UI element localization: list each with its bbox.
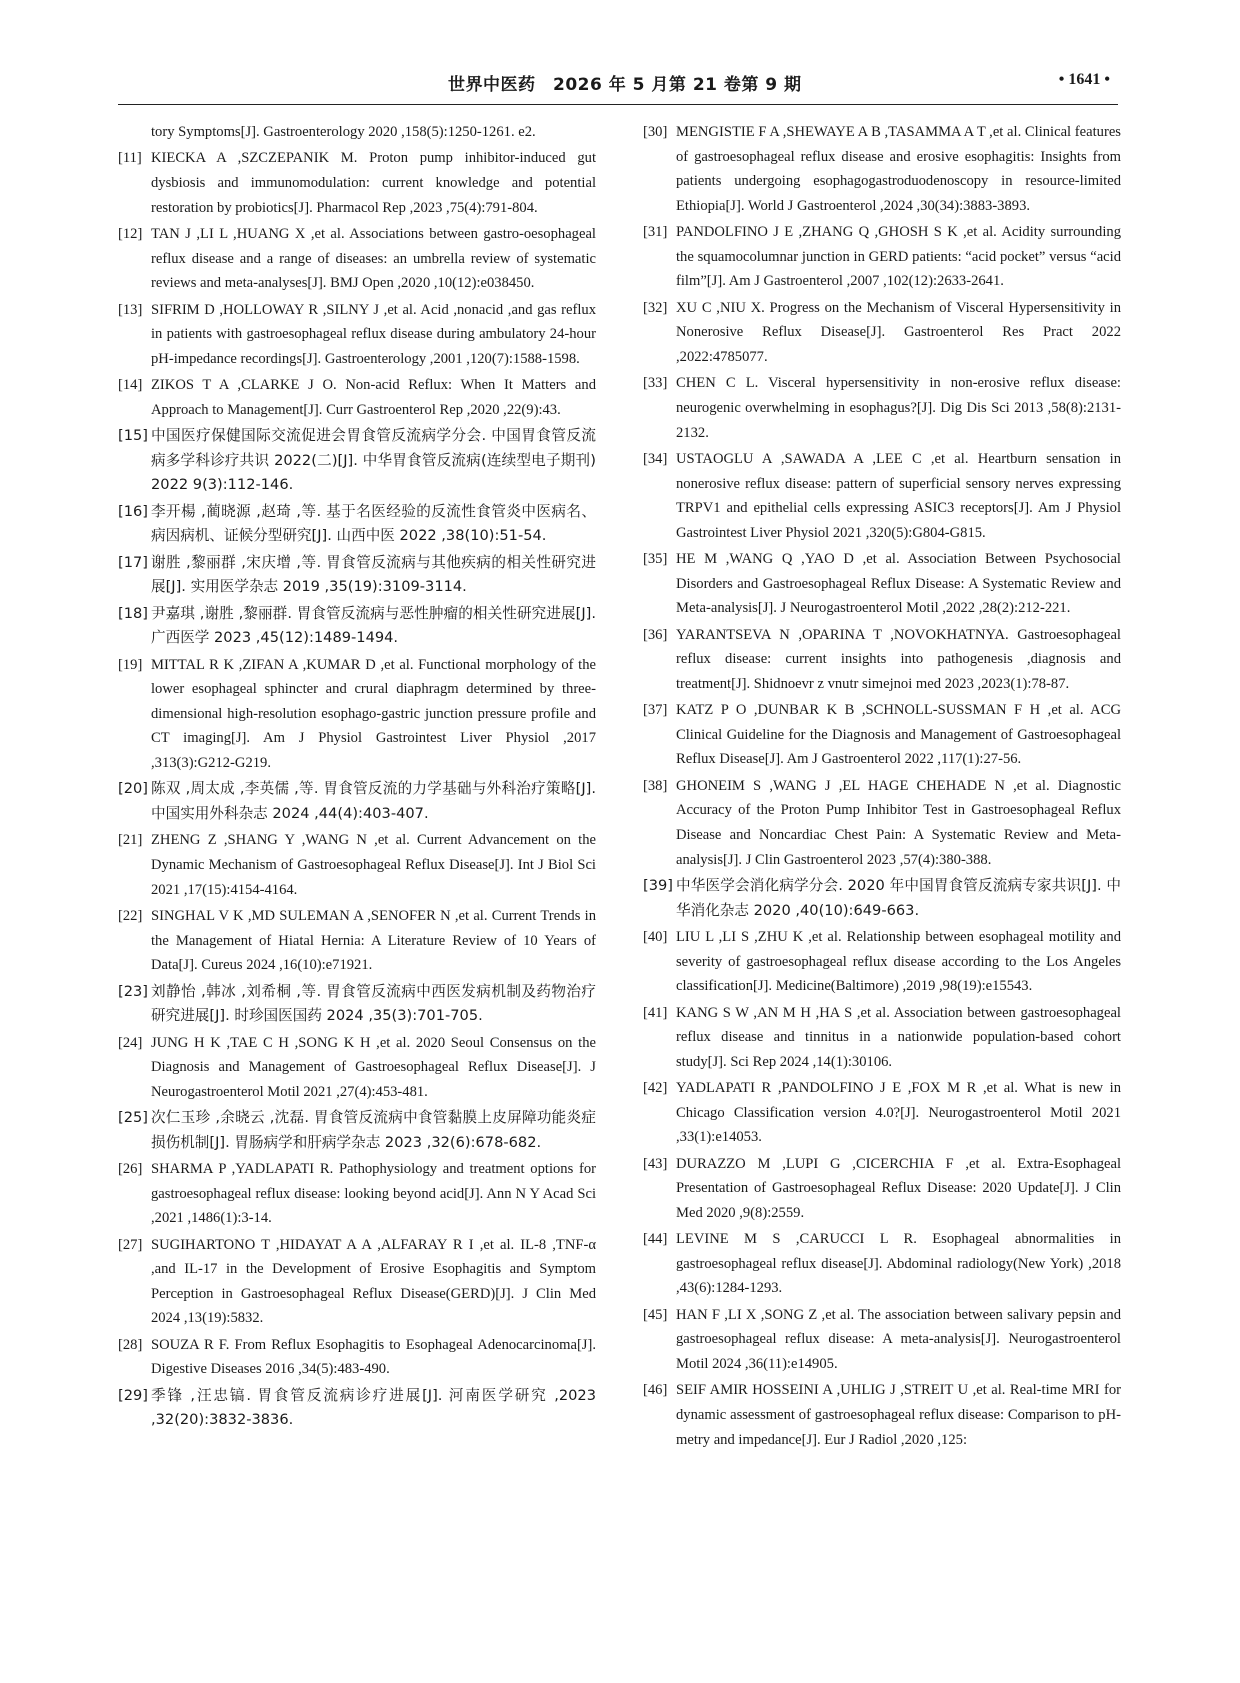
reference-text: KANG S W ,AN M H ,HA S ,et al. Association between gastroesophageal reflux disease and tinnitus in a nationwide population-based cohort study[J]. Sci Rep 2024 ,14(1):30106. <box>676 1004 1121 1070</box>
reference-text: 谢胜 ,黎丽群 ,宋庆增 ,等. 胃食管反流病与其他疾病的相关性研究进展[J]. 实用医学杂志 2019 ,35(19):3109-3114. <box>151 553 596 596</box>
reference-entry <box>118 1233 596 1331</box>
reference-text: SHARMA P ,YADLAPATI R. Pathophysiology and treatment options for gastroesophageal reflux disease: looking beyond acid[J]. Ann N Y Acad Sci ,2021 ,1486(1):3-14. <box>151 1161 596 1227</box>
page-number: • 1641 • <box>1058 71 1110 88</box>
reference-entry <box>643 774 1121 872</box>
reference-number: [44] <box>643 1231 668 1248</box>
reference-text: SINGHAL V K ,MD SULEMAN A ,SENOFER N ,et al. Current Trends in the Management of Hiatal Hernia: A Literature Review of 10 Years of Data[J]. Cureus 2024 ,16(10):e71921. <box>151 907 596 974</box>
reference-number: [25] <box>118 1109 148 1127</box>
reference-number: [31] <box>643 224 668 241</box>
reference-entry <box>643 547 1121 621</box>
reference-text: ZIKOS T A ,CLARKE J O. Non-acid Reflux: When It Matters and Approach to Management[J]. Curr Gastroenterol Rep ,2020 ,22(9):43. <box>151 377 596 418</box>
reference-text: JUNG H K ,TAE C H ,SONG K H ,et al. 2020 Seoul Consensus on the Diagnosis and Management of Gastroesophageal Reflux Disease[J]. J Neurogastroenterol Motil 2021 ,27(4):453-481. <box>151 1034 596 1100</box>
reference-number: [36] <box>643 626 668 643</box>
reference-number: [41] <box>643 1004 668 1021</box>
reference-entry <box>118 222 596 296</box>
reference-text: KIECKA A ,SZCZEPANIK M. Proton pump inhibitor-induced gut dysbiosis and immunomodulation: current knowledge and potential restoration by probiotics[J]. Pharmacol Rep ,2023 ,75(4):791-804. <box>151 150 596 216</box>
reference-number: [18] <box>118 604 148 622</box>
reference-number: [43] <box>643 1155 668 1172</box>
reference-number: [40] <box>643 928 668 945</box>
reference-text: ZHENG Z ,SHANG Y ,WANG N ,et al. Current Advancement on the Dynamic Mechanism of Gastroesophageal Reflux Disease[J]. Int J Biol Sci 2021 ,17(15):4154-4164. <box>151 832 596 898</box>
reference-number: [11] <box>118 150 142 167</box>
reference-entry <box>118 1106 596 1155</box>
reference-text: HE M ,WANG Q ,YAO D ,et al. Association Between Psychosocial Disorders and Gastroesophageal Reflux Disease: A Systematic Review and Meta-analysis[J]. J Neurogastroenterol Motil ,2022 ,28(2):212-221. <box>676 551 1121 617</box>
reference-entry <box>643 874 1121 923</box>
reference-entry <box>643 925 1121 999</box>
reference-number: [13] <box>118 301 143 318</box>
reference-number: [14] <box>118 377 143 394</box>
reference-number: [20] <box>118 780 148 798</box>
reference-number: [34] <box>643 450 668 467</box>
reference-text: KATZ P O ,DUNBAR K B ,SCHNOLL-SUSSMAN F H ,et al. ACG Clinical Guideline for the Diagnosis and Management of Gastroesophageal Reflux Disease[J]. Am J Gastroenterol 2022 ,117(1):27-56. <box>676 702 1121 768</box>
reference-text: LEVINE M S ,CARUCCI L R. Esophageal abnormalities in gastroesophageal reflux disease[J]. Abdominal radiology(New York) ,2018 ,43(6):1284-1293. <box>676 1231 1121 1297</box>
reference-entry <box>118 1031 596 1105</box>
reference-entry <box>643 447 1121 545</box>
reference-number: [19] <box>118 656 143 673</box>
reference-text: 中国医疗保健国际交流促进会胃食管反流病学分会. 中国胃食管反流病多学科诊疗共识 2022(二)[J]. 中华胃食管反流病(连续型电子期刊) 2022 9(3):112-146. <box>151 427 596 494</box>
reference-text: YARANTSEVA N ,OPARINA T ,NOVOKHATNYA. Gastroesophageal reflux disease: current insights into pathogenesis ,diagnosis and treatment[J]. Shidnoevr z vnutr simejnoi med 2023 ,2023(1):78-87. <box>676 626 1121 692</box>
reference-number: [28] <box>118 1336 143 1353</box>
reference-entry <box>118 1384 596 1433</box>
reference-text: TAN J ,LI L ,HUANG X ,et al. Associations between gastro-oesophageal reflux disease and a range of diseases: an umbrella review of systematic reviews and meta-analyses[J]. BMJ Open ,2020 ,10(12):e038450. <box>151 225 596 292</box>
reference-entry <box>118 653 596 776</box>
reference-text: 刘静怡 ,韩冰 ,刘希桐 ,等. 胃食管反流病中西医发病机制及药物治疗研究进展[J]. 时珍国医国药 2024 ,35(3):701-705. <box>151 982 596 1025</box>
reference-text: 陈双 ,周太成 ,李英儒 ,等. 胃食管反流的力学基础与外科治疗策略[J]. 中国实用外科杂志 2024 ,44(4):403-407. <box>151 780 596 822</box>
reference-number: [17] <box>118 553 148 571</box>
reference-text: SUGIHARTONO T ,HIDAYAT A A ,ALFARAY R I ,et al. IL-8 ,TNF-α ,and IL-17 in the Development of Erosive Esophagitis and Symptom Perception in Gastroesophageal Reflux Disease(GERD)[J]. J Clin Med 2024 ,13(19):5832. <box>151 1236 596 1327</box>
reference-text: 中华医学会消化病学分会. 2020 年中国胃食管反流病专家共识[J]. 中华消化杂志 2020 ,40(10):649-663. <box>676 876 1121 919</box>
reference-number: [22] <box>118 907 143 924</box>
page-header <box>118 68 1118 105</box>
reference-number: [37] <box>643 702 668 719</box>
reference-number: [38] <box>643 777 668 794</box>
reference-number: [35] <box>643 551 668 568</box>
reference-number: [15] <box>118 427 148 445</box>
journal-issue-title: 世界中医药 2026 年 5 月第 21 卷第 9 期 <box>448 75 802 95</box>
reference-entry <box>643 1378 1121 1452</box>
reference-entry <box>118 1333 596 1382</box>
reference-entry <box>643 623 1121 697</box>
reference-text: tory Symptoms[J]. Gastroenterology 2020 ,158(5):1250-1261. e2. <box>151 124 536 140</box>
reference-number: [46] <box>643 1382 668 1399</box>
reference-text: USTAOGLU A ,SAWADA A ,LEE C ,et al. Heartburn sensation in nonerosive reflux disease: pattern of superficial sensory nerves expressing TRPV1 and epithelial cells expressing ASIC3 receptors[J]. Am J Physiol Gastrointest Liver Physiol 2021 ,320(5):G804-G815. <box>676 450 1121 541</box>
reference-text: 季锋 ,汪忠镐. 胃食管反流病诊疗进展[J]. 河南医学研究 ,2023 ,32(20):3832-3836. <box>151 1386 596 1429</box>
reference-text: MENGISTIE F A ,SHEWAYE A B ,TASAMMA A T ,et al. Clinical features of gastroesophageal reflux disease and erosive esophagitis: Insights from patients undergoing esophagogastroduodenoscopy in resource-limited Ethiopia[J]. World J Gastroenterol ,2024 ,30(34):3883-3893. <box>676 124 1121 214</box>
reference-number: [26] <box>118 1161 143 1178</box>
reference-entry <box>643 1303 1121 1377</box>
reference-entry <box>118 777 596 826</box>
reference-entry <box>118 424 596 498</box>
reference-text: 李开楊 ,蔺晓源 ,赵琦 ,等. 基于名医经验的反流性食管炎中医病名、病因病机、证候分型研究[J]. 山西中医 2022 ,38(10):51-54. <box>151 502 596 545</box>
reference-entry <box>118 980 596 1029</box>
reference-entry <box>643 120 1121 218</box>
reference-number: [30] <box>643 124 668 140</box>
reference-entry <box>118 904 596 978</box>
reference-text: CHEN C L. Visceral hypersensitivity in non-erosive reflux disease: neurogenic overwhelming in esophagus?[J]. Dig Dis Sci 2013 ,58(8):2131-2132. <box>676 375 1121 441</box>
reference-entry <box>118 373 596 422</box>
reference-entry <box>118 146 596 220</box>
reference-text: YADLAPATI R ,PANDOLFINO J E ,FOX M R ,et al. What is new in Chicago Classification version 4.0?[J]. Neurogastroenterol Motil 2021 ,33(1):e14053. <box>676 1080 1121 1146</box>
reference-number: [42] <box>643 1080 668 1097</box>
reference-entry <box>118 500 596 549</box>
reference-text: MITTAL R K ,ZIFAN A ,KUMAR D ,et al. Functional morphology of the lower esophageal sphincter and crural diaphragm determined by three-dimensional high-resolution esophago-gastric junction pressure profile and CT imaging[J]. Am J Physiol Gastrointest Liver Physiol ,2017 ,313(3):G212-G219. <box>151 656 596 772</box>
reference-number: [32] <box>643 299 668 316</box>
reference-number: [21] <box>118 832 143 849</box>
reference-entry <box>643 371 1121 445</box>
reference-text: GHONEIM S ,WANG J ,EL HAGE CHEHADE N ,et al. Diagnostic Accuracy of the Proton Pump Inhibitor Test in Gastroesophageal Reflux Disease and Noncardiac Chest Pain: A Systematic Review and Meta-analysis[J]. J Clin Gastroenterol 2023 ,57(4):380-388. <box>676 777 1121 868</box>
reference-entry <box>643 1227 1121 1301</box>
reference-entry <box>118 828 596 902</box>
reference-number: [33] <box>643 375 668 392</box>
reference-text: XU C ,NIU X. Progress on the Mechanism of Visceral Hypersensitivity in Nonerosive Reflux Disease[J]. Gastroenterol Res Pract 2022 ,2022:4785077. <box>676 299 1121 365</box>
reference-number: [12] <box>118 225 143 242</box>
reference-text: HAN F ,LI X ,SONG Z ,et al. The association between salivary pepsin and gastroesophageal reflux disease: A meta-analysis[J]. Neurogastroenterol Motil 2024 ,36(11):e14905. <box>676 1306 1121 1373</box>
reference-entry <box>118 551 596 600</box>
reference-text: SIFRIM D ,HOLLOWAY R ,SILNY J ,et al. Acid ,nonacid ,and gas reflux in patients with gastroesophageal reflux disease during ambulatory 24-hour pH-impedance recordings[J]. Gastroenterology ,2001 ,120(7):1588-1598. <box>151 301 596 367</box>
reference-entry <box>643 220 1121 294</box>
reference-column-right <box>643 120 1121 1454</box>
reference-number: [16] <box>118 502 148 520</box>
reference-text: SOUZA R F. From Reflux Esophagitis to Esophageal Adenocarcinoma[J]. Digestive Diseases 2016 ,34(5):483-490. <box>151 1336 596 1378</box>
reference-entry <box>643 1076 1121 1150</box>
reference-entry <box>118 120 596 145</box>
reference-column-left <box>118 120 596 1435</box>
reference-text: LIU L ,LI S ,ZHU K ,et al. Relationship between esophageal motility and severity of gastroesophageal reflux disease according to the Los Angeles classification[J]. Medicine(Baltimore) ,2019 ,98(19):e15543. <box>676 928 1121 995</box>
reference-entry <box>118 602 596 651</box>
reference-number: [27] <box>118 1236 143 1253</box>
reference-entry <box>118 1157 596 1231</box>
reference-number: [23] <box>118 982 148 1000</box>
reference-text: PANDOLFINO J E ,ZHANG Q ,GHOSH S K ,et al. Acidity surrounding the squamocolumnar junction in GERD patients: “acid pocket” versus “acid film”[J]. Am J Gastroenterol ,2007 ,102(12):2633-2641. <box>676 224 1121 290</box>
reference-entry <box>643 1152 1121 1226</box>
reference-number: [45] <box>643 1306 668 1323</box>
reference-entry <box>118 298 596 372</box>
reference-text: DURAZZO M ,LUPI G ,CICERCHIA F ,et al. Extra-Esophageal Presentation of Gastroesophageal Reflux Disease: 2020 Update[J]. J Clin Med 2020 ,9(8):2559. <box>676 1155 1121 1221</box>
reference-entry <box>643 1001 1121 1075</box>
reference-text: 次仁玉珍 ,余晓云 ,沈磊. 胃食管反流病中食管黏膜上皮屏障功能炎症损伤机制[J]. 胃肠病学和肝病学杂志 2023 ,32(6):678-682. <box>151 1109 596 1151</box>
reference-text: 尹嘉琪 ,谢胜 ,黎丽群. 胃食管反流病与恶性肿瘤的相关性研究进展[J]. 广西医学 2023 ,45(12):1489-1494. <box>151 604 596 647</box>
reference-entry <box>643 296 1121 370</box>
reference-text: SEIF AMIR HOSSEINI A ,UHLIG J ,STREIT U ,et al. Real-time MRI for dynamic assessment of gastroesophageal reflux disease: Comparison to pH-metry and impedance[J]. Eur J Radiol ,2020 ,125: <box>676 1382 1121 1448</box>
reference-entry <box>643 698 1121 772</box>
reference-number: [24] <box>118 1034 143 1051</box>
reference-number: [39] <box>643 876 673 894</box>
reference-number: [29] <box>118 1386 148 1404</box>
